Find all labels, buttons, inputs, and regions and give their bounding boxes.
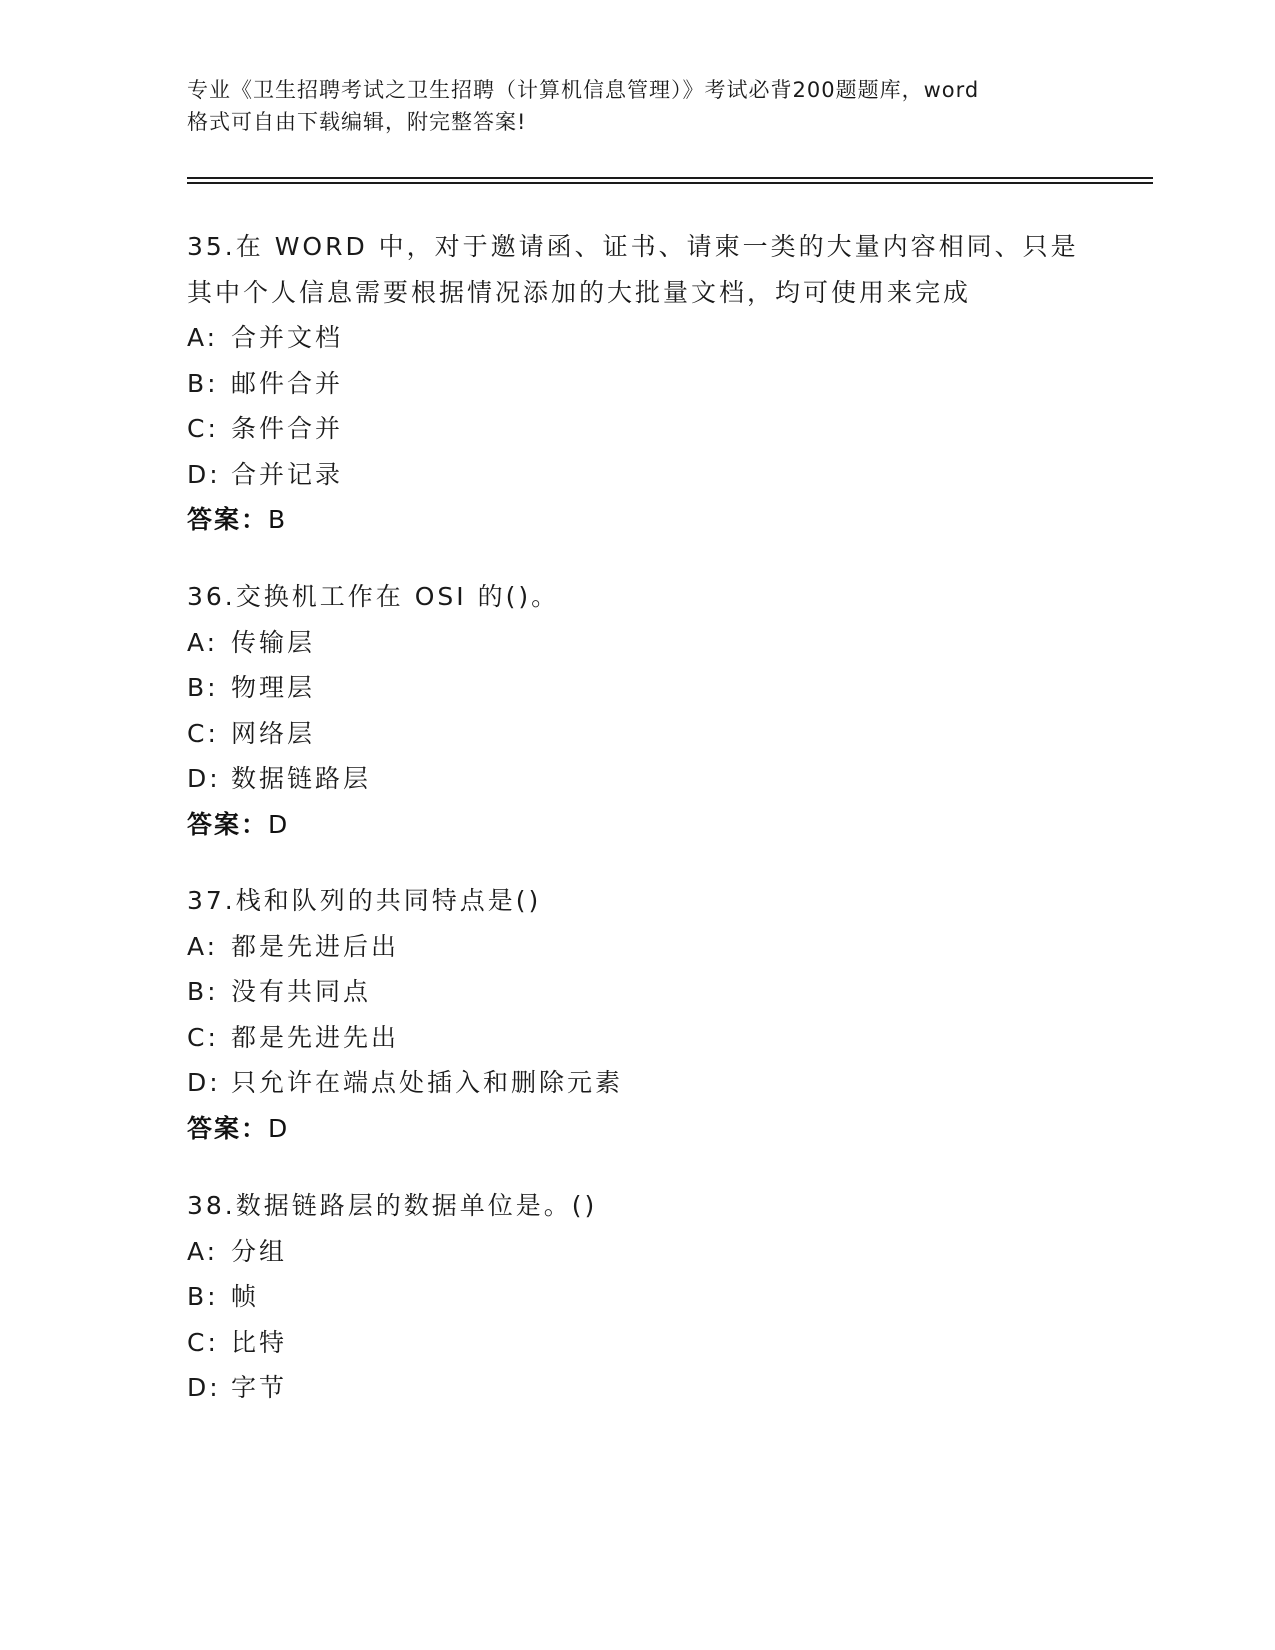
question-38 — [187, 1183, 1137, 1411]
question-text-line: 36.交换机工作在 OSI 的()。 — [187, 582, 560, 611]
option-d — [187, 452, 1137, 498]
option-text: 合并记录 — [231, 459, 344, 489]
option-a — [187, 924, 1137, 970]
option-d — [187, 1365, 1137, 1411]
option-key: A: — [187, 627, 219, 657]
header-line-2: 格式可自由下载编辑，附完整答案! — [187, 110, 527, 134]
option-key: D: — [187, 764, 221, 793]
option-text: 合并文档 — [231, 323, 344, 352]
option-text: 分组 — [231, 1236, 288, 1266]
option-text: 数据链路层 — [231, 764, 372, 793]
question-text-line: 35.在 WORD 中，对于邀请函、证书、请柬一类的大量内容相同、只是 — [187, 232, 1079, 261]
header-divider-top — [187, 177, 1153, 179]
document-header — [187, 74, 1087, 138]
question-text-line: 37.栈和队列的共同特点是() — [187, 886, 542, 915]
answer-line — [187, 1106, 1137, 1152]
question-35 — [187, 224, 1137, 543]
option-text: 都是先进后出 — [231, 931, 400, 961]
option-text: 条件合并 — [231, 414, 344, 443]
option-key: B: — [187, 1282, 219, 1311]
option-text: 邮件合并 — [231, 368, 344, 398]
answer-label: 答案： — [187, 809, 269, 839]
option-text: 只允许在端点处插入和删除元素 — [231, 1068, 624, 1097]
option-key: B: — [187, 368, 219, 398]
option-b — [187, 1274, 1137, 1320]
option-key: B: — [187, 977, 219, 1006]
answer-label: 答案： — [187, 505, 269, 534]
answer-value: D — [268, 1113, 290, 1143]
option-c — [187, 406, 1137, 452]
question-36 — [187, 574, 1137, 847]
option-text: 没有共同点 — [231, 977, 372, 1006]
option-key: C: — [187, 718, 219, 748]
option-text: 比特 — [231, 1327, 288, 1357]
option-key: C: — [187, 1327, 219, 1357]
option-c — [187, 711, 1137, 757]
option-a — [187, 620, 1137, 666]
option-key: B: — [187, 673, 219, 702]
header-divider-bottom — [187, 182, 1153, 184]
option-text: 传输层 — [231, 627, 316, 657]
option-key: D: — [187, 1373, 221, 1402]
option-d — [187, 1060, 1137, 1106]
answer-line — [187, 802, 1137, 848]
answer-value: D — [268, 809, 290, 839]
option-text: 字节 — [231, 1373, 288, 1402]
option-key: A: — [187, 931, 219, 961]
option-key: A: — [187, 1236, 219, 1266]
answer-value: B — [268, 505, 288, 534]
option-d — [187, 756, 1137, 802]
option-text: 物理层 — [231, 673, 316, 702]
option-text: 都是先进先出 — [231, 1022, 400, 1052]
answer-line — [187, 497, 1137, 543]
question-37 — [187, 878, 1137, 1151]
header-line-1: 专业《卫生招聘考试之卫生招聘（计算机信息管理）》考试必背200题题库，word — [187, 78, 980, 102]
option-key: D: — [187, 1068, 221, 1097]
option-b — [187, 969, 1137, 1015]
option-text: 帧 — [231, 1282, 260, 1311]
answer-label: 答案： — [187, 1113, 269, 1143]
option-c — [187, 1320, 1137, 1366]
question-text-line: 38.数据链路层的数据单位是。() — [187, 1191, 598, 1220]
option-key: C: — [187, 414, 219, 443]
question-text-line: 其中个人信息需要根据情况添加的大批量文档，均可使用来完成 — [187, 277, 972, 307]
option-b — [187, 665, 1137, 711]
option-key: D: — [187, 459, 221, 489]
option-key: A: — [187, 323, 219, 352]
option-a — [187, 315, 1137, 361]
option-b — [187, 361, 1137, 407]
option-key: C: — [187, 1022, 219, 1052]
option-c — [187, 1015, 1137, 1061]
option-text: 网络层 — [231, 718, 316, 748]
option-a — [187, 1229, 1137, 1275]
